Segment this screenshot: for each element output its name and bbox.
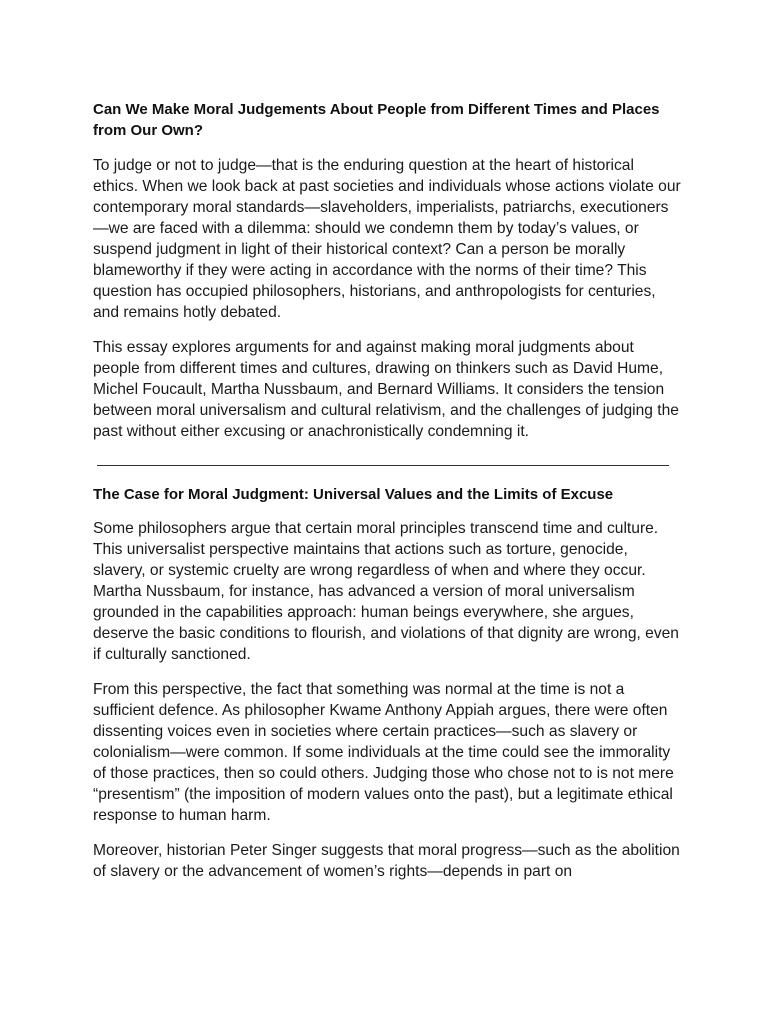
- body-paragraph-1: Some philosophers argue that certain moral principles transcend time and culture. This universalist perspective maintains that actions such as torture, genocide, slavery, or systemic cruelty are wrong regardless of when and where they occur. Martha Nussbaum, for instance, has advanced a version of moral universalism grounded in the capabilities approach: human beings everywhere, she argues, deserve the basic conditions to flourish, and violations of that dignity are wrong, even if culturally sanctioned.: [93, 520, 679, 663]
- intro-paragraph-2: This essay explores arguments for and against making moral judgments about people from different times and cultures, drawing on thinkers such as David Hume, Michel Foucault, Martha Nussbaum, and Bernard Williams. It considers the tension between moral universalism and cultural relativism, and the challenges of judging the past without either excusing or anachronistically condemning it.: [93, 339, 679, 440]
- section-divider: [97, 465, 669, 466]
- document-page: [93, 99, 683, 882]
- body-paragraph-3: Moreover, historian Peter Singer suggests that moral progress—such as the abolition of slavery or the advancement of women’s rights—depends in part on: [93, 842, 680, 880]
- essay-title-heading: Can We Make Moral Judgements About People from Different Times and Places from Our Own?: [93, 101, 660, 139]
- body-paragraph-2: From this perspective, the fact that something was normal at the time is not a sufficient defence. As philosopher Kwame Anthony Appiah argues, there were often dissenting voices even in societies where certain practices—such as slavery or colonialism—were common. If some individuals at the time could see the immorality of those practices, then so could others. Judging those who chose not to is not mere “presentism” (the imposition of modern values onto the past), but a legitimate ethical response to human harm.: [93, 681, 674, 824]
- intro-paragraph-1: To judge or not to judge—that is the enduring question at the heart of historical ethics. When we look back at past societies and individuals whose actions violate our contemporary moral standards—slaveholders, imperialists, patriarchs, executioners—we are faced with a dilemma: should we condemn them by today’s values, or suspend judgment in light of their historical context? Can a person be morally blameworthy if they were acting in accordance with the norms of their time? This question has occupied philosophers, historians, and anthropologists for centuries, and remains hotly debated.: [93, 157, 681, 321]
- section-heading-moral-judgment: The Case for Moral Judgment: Universal Values and the Limits of Excuse: [93, 486, 614, 503]
